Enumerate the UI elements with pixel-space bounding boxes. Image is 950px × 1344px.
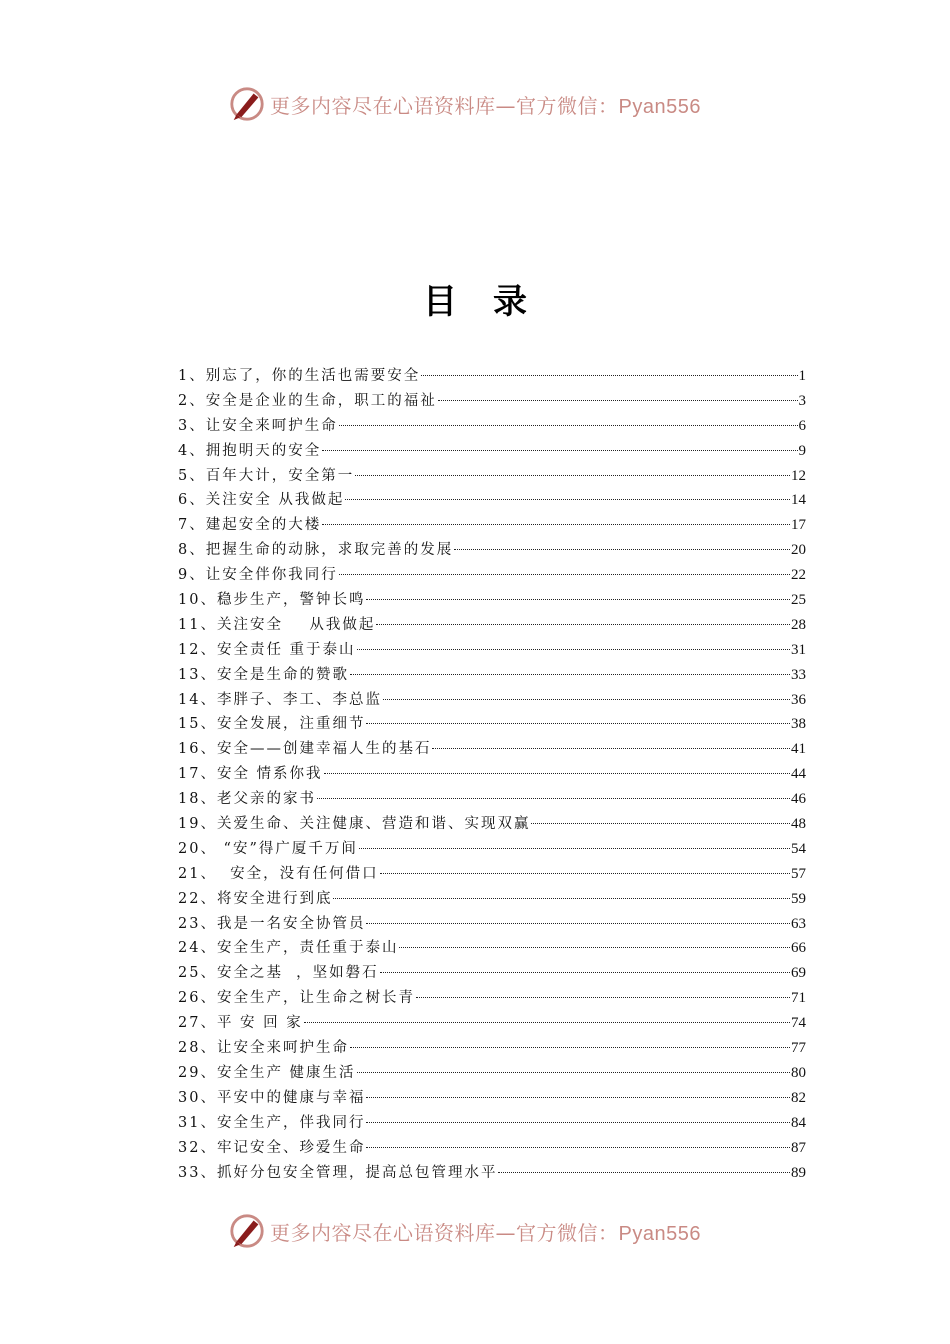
toc-entry[interactable] xyxy=(178,837,806,862)
toc-entry[interactable] xyxy=(178,1011,806,1036)
toc-entry-title: 9、让安全伴你我同行 xyxy=(178,567,338,584)
toc-dot-leader xyxy=(322,450,797,451)
toc-entry[interactable] xyxy=(178,464,806,489)
toc-dot-leader xyxy=(380,873,790,874)
toc-entry[interactable] xyxy=(178,986,806,1011)
toc-entry[interactable] xyxy=(178,936,806,961)
toc-dot-leader xyxy=(345,499,790,500)
toc-page-number: 36 xyxy=(791,691,806,708)
toc-dot-leader xyxy=(366,1097,790,1098)
toc-dot-leader xyxy=(366,1122,790,1123)
toc-entry-title: 29、安全生产 健康生活 xyxy=(178,1064,356,1081)
toc-entry[interactable] xyxy=(178,663,806,688)
toc-page-number: 48 xyxy=(791,816,806,833)
toc-page-number: 77 xyxy=(791,1040,806,1057)
toc-entry[interactable] xyxy=(178,513,806,538)
toc-entry[interactable] xyxy=(178,638,806,663)
toc-entry-title: 31、安全生产，伴我同行 xyxy=(178,1114,366,1131)
toc-dot-leader xyxy=(339,425,798,426)
toc-dot-leader xyxy=(438,400,798,401)
toc-entry-title: 10、稳步生产，警钟长鸣 xyxy=(178,592,366,609)
toc-entry-title: 4、拥抱明天的安全 xyxy=(178,442,322,459)
toc-entry[interactable] xyxy=(178,1036,806,1061)
toc-entry-title: 25、安全之基 ，坚如磐石 xyxy=(178,965,379,982)
toc-dot-leader xyxy=(376,624,790,625)
toc-page-number: 12 xyxy=(791,467,806,484)
header-banner xyxy=(228,84,748,124)
toc-entry-title: 21、 安全，没有任何借口 xyxy=(178,865,379,882)
toc-entry-title: 7、建起安全的大楼 xyxy=(178,517,322,534)
toc-page-number: 9 xyxy=(798,442,806,459)
toc-page-number: 89 xyxy=(791,1164,806,1181)
toc-page-number: 54 xyxy=(791,840,806,857)
toc-dot-leader xyxy=(432,748,790,749)
toc-page-number: 66 xyxy=(791,940,806,957)
toc-page-number: 46 xyxy=(791,791,806,808)
toc-dot-leader xyxy=(304,1022,790,1023)
toc-dot-leader xyxy=(531,823,790,824)
toc-page-number: 25 xyxy=(791,592,806,609)
toc-page-number: 6 xyxy=(798,417,806,434)
toc-page-number: 38 xyxy=(791,716,806,733)
toc-dot-leader xyxy=(357,649,790,650)
toc-entry[interactable] xyxy=(178,737,806,762)
toc-entry-title: 33、抓好分包安全管理，提高总包管理水平 xyxy=(178,1164,498,1181)
toc-entry-title: 11、关注安全 从我做起 xyxy=(178,616,376,633)
toc-page-number: 41 xyxy=(791,741,806,758)
toc-dot-leader xyxy=(383,699,790,700)
toc-entry-title: 8、把握生命的动脉，求取完善的发展 xyxy=(178,542,454,559)
toc-dot-leader xyxy=(357,1072,790,1073)
footer-banner xyxy=(228,1211,748,1251)
toc-page-number: 22 xyxy=(791,567,806,584)
toc-dot-leader xyxy=(322,524,790,525)
toc-page-number: 69 xyxy=(791,965,806,982)
toc-dot-leader xyxy=(355,475,790,476)
toc-entry-title: 3、让安全来呵护生命 xyxy=(178,417,338,434)
toc-page-number: 59 xyxy=(791,890,806,907)
toc-dot-leader xyxy=(366,1147,790,1148)
pen-logo-icon xyxy=(228,85,266,123)
toc-entry-title: 27、平 安 回 家 xyxy=(178,1015,303,1032)
toc-entry[interactable] xyxy=(178,961,806,986)
toc-entry-title: 30、平安中的健康与幸福 xyxy=(178,1089,366,1106)
toc-dot-leader xyxy=(454,549,790,550)
toc-dot-leader xyxy=(380,972,790,973)
toc-dot-leader xyxy=(324,773,790,774)
toc-entry[interactable] xyxy=(178,862,806,887)
toc-dot-leader xyxy=(366,923,790,924)
toc-entry[interactable] xyxy=(178,563,806,588)
toc-entry[interactable] xyxy=(178,1161,806,1186)
toc-entry[interactable] xyxy=(178,538,806,563)
toc-page-number: 80 xyxy=(791,1064,806,1081)
toc-dot-leader xyxy=(498,1172,790,1173)
footer-wechat-id: Pyan556 xyxy=(618,1222,701,1245)
pen-logo-icon xyxy=(228,1212,266,1250)
toc-entry[interactable] xyxy=(178,688,806,713)
toc-page-number: 82 xyxy=(791,1089,806,1106)
toc-entry[interactable] xyxy=(178,588,806,613)
toc-page-number: 1 xyxy=(798,368,806,384)
toc-entry-title: 17、安全 情系你我 xyxy=(178,766,323,783)
toc-entry[interactable] xyxy=(178,887,806,912)
toc-page-number: 3 xyxy=(798,392,806,409)
toc-entry-title: 15、安全发展，注重细节 xyxy=(178,716,366,733)
toc-entry[interactable] xyxy=(178,1086,806,1111)
toc-dot-leader xyxy=(339,574,790,575)
toc-dot-leader xyxy=(421,375,797,376)
footer-banner-text xyxy=(270,1217,701,1246)
toc-entry-title: 5、百年大计，安全第一 xyxy=(178,467,355,484)
toc-entry[interactable] xyxy=(178,439,806,464)
toc-dot-leader xyxy=(399,947,790,948)
toc-page-number: 87 xyxy=(791,1139,806,1156)
toc-entry[interactable] xyxy=(178,1111,806,1136)
toc-entry-title: 28、让安全来呵护生命 xyxy=(178,1040,349,1057)
toc-page-number: 20 xyxy=(791,542,806,559)
toc-entry-title: 14、李胖子、李工、李总监 xyxy=(178,691,382,708)
toc-entry[interactable] xyxy=(178,762,806,787)
toc-entry-title: 26、安全生产，让生命之树长青 xyxy=(178,990,415,1007)
toc-entry-title: 1、别忘了，你的生活也需要安全 xyxy=(178,368,421,384)
toc-entry-title: 23、我是一名安全协管员 xyxy=(178,915,366,932)
toc-entry-title: 19、关爱生命、关注健康、营造和谐、实现双赢 xyxy=(178,816,531,833)
toc-dot-leader xyxy=(416,997,790,998)
toc-entry-title: 18、老父亲的家书 xyxy=(178,791,316,808)
toc-entry-title: 32、牢记安全、珍爱生命 xyxy=(178,1139,366,1156)
toc-dot-leader xyxy=(350,674,790,675)
toc-dot-leader xyxy=(333,898,790,899)
toc-entry-title: 20、 “安”得广厦千万间 xyxy=(178,840,358,857)
toc-entry-title: 12、安全责任 重于泰山 xyxy=(178,641,356,658)
footer-banner-label: 更多内容尽在心语资料库—官方微信： xyxy=(270,1220,619,1245)
toc-dot-leader xyxy=(317,798,790,799)
toc-page-number: 57 xyxy=(791,865,806,882)
toc-entry[interactable] xyxy=(178,389,806,414)
toc-page-number: 84 xyxy=(791,1114,806,1131)
toc-entry[interactable] xyxy=(178,712,806,737)
toc-dot-leader xyxy=(366,599,790,600)
toc-entry-title: 2、安全是企业的生命，职工的福祉 xyxy=(178,392,437,409)
toc-entry-title: 6、关注安全 从我做起 xyxy=(178,492,345,509)
toc-page-number: 63 xyxy=(791,915,806,932)
toc-entry-title: 13、安全是生命的赞歌 xyxy=(178,666,349,683)
toc-entry[interactable] xyxy=(178,912,806,937)
toc-entry[interactable] xyxy=(178,488,806,513)
toc-entry-title: 24、安全生产，责任重于泰山 xyxy=(178,940,399,957)
toc-entry-title: 16、安全——创建幸福人生的基石 xyxy=(178,741,432,758)
toc-entry-title: 22、将安全进行到底 xyxy=(178,890,333,907)
toc-entry[interactable] xyxy=(178,414,806,439)
toc-entry[interactable] xyxy=(178,364,806,389)
toc-dot-leader xyxy=(359,848,790,849)
toc-entry[interactable] xyxy=(178,1061,806,1086)
toc-entry[interactable] xyxy=(178,1136,806,1161)
toc-page-number: 28 xyxy=(791,616,806,633)
toc-page-number: 71 xyxy=(791,990,806,1007)
toc-page-number: 44 xyxy=(791,766,806,783)
header-banner-text xyxy=(270,90,701,119)
toc-dot-leader xyxy=(366,723,790,724)
toc-page-number: 14 xyxy=(791,492,806,509)
toc-entry[interactable] xyxy=(178,787,806,812)
toc-entry[interactable] xyxy=(178,812,806,837)
header-banner-label: 更多内容尽在心语资料库—官方微信： xyxy=(270,93,619,118)
toc-entry[interactable] xyxy=(178,613,806,638)
toc-page-number: 31 xyxy=(791,641,806,658)
toc-page-number: 33 xyxy=(791,666,806,683)
toc-page-number: 17 xyxy=(791,517,806,534)
header-wechat-id: Pyan556 xyxy=(618,95,701,118)
table-of-contents xyxy=(178,364,806,1185)
page-title: 目录 xyxy=(423,282,563,322)
toc-page-number: 74 xyxy=(791,1015,806,1032)
toc-dot-leader xyxy=(350,1047,790,1048)
